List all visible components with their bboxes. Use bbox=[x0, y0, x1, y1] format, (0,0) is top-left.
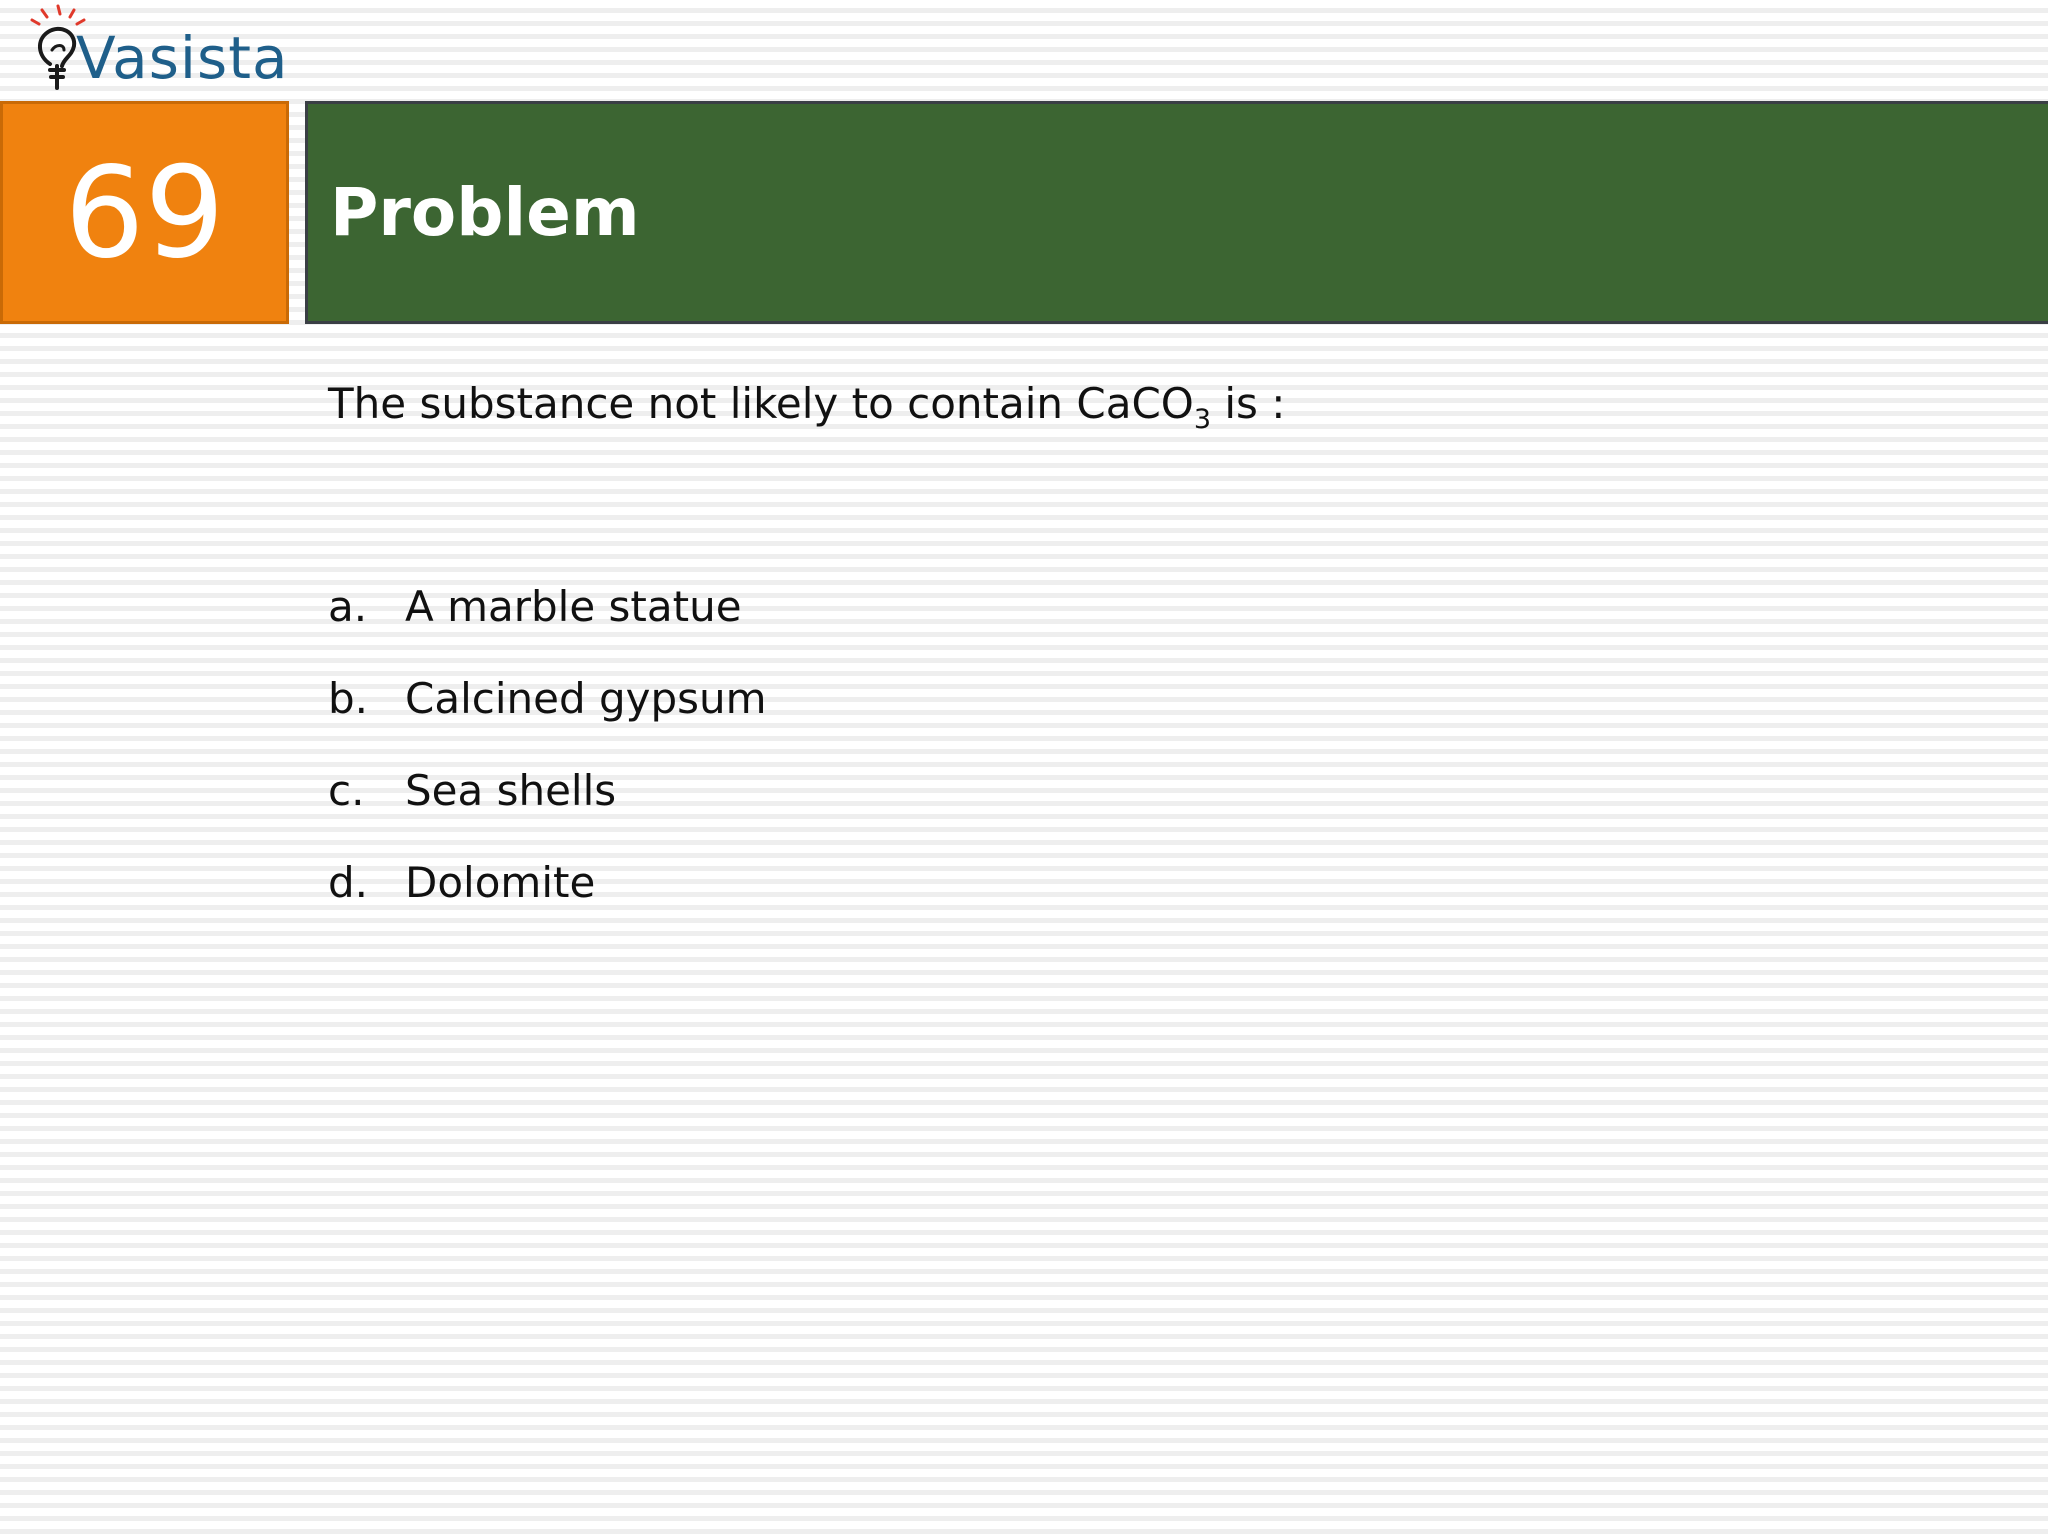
option-letter: c. bbox=[328, 765, 365, 815]
option-a[interactable] bbox=[328, 560, 767, 652]
question-subscript: 3 bbox=[1193, 404, 1212, 435]
option-text: Calcined gypsum bbox=[405, 673, 767, 723]
vasista-logo bbox=[18, 4, 288, 96]
option-c[interactable] bbox=[328, 744, 767, 836]
option-text: Sea shells bbox=[405, 765, 617, 815]
slide-number-box bbox=[0, 101, 289, 324]
question-before: The substance not likely to contain CaCO bbox=[328, 379, 1194, 428]
logo-text: Vasista bbox=[76, 24, 289, 92]
title-bar bbox=[305, 101, 2048, 324]
question-after: is : bbox=[1211, 379, 1286, 428]
slide-number: 69 bbox=[64, 138, 225, 286]
option-d[interactable] bbox=[328, 836, 767, 928]
question-text bbox=[328, 374, 1285, 434]
option-letter: a. bbox=[328, 581, 368, 631]
option-letter: d. bbox=[328, 857, 369, 907]
options-list bbox=[328, 560, 767, 928]
option-letter: b. bbox=[328, 673, 369, 723]
option-b[interactable] bbox=[328, 652, 767, 744]
option-text: Dolomite bbox=[405, 857, 596, 907]
option-text: A marble statue bbox=[405, 581, 742, 631]
slide-title: Problem bbox=[330, 173, 640, 251]
